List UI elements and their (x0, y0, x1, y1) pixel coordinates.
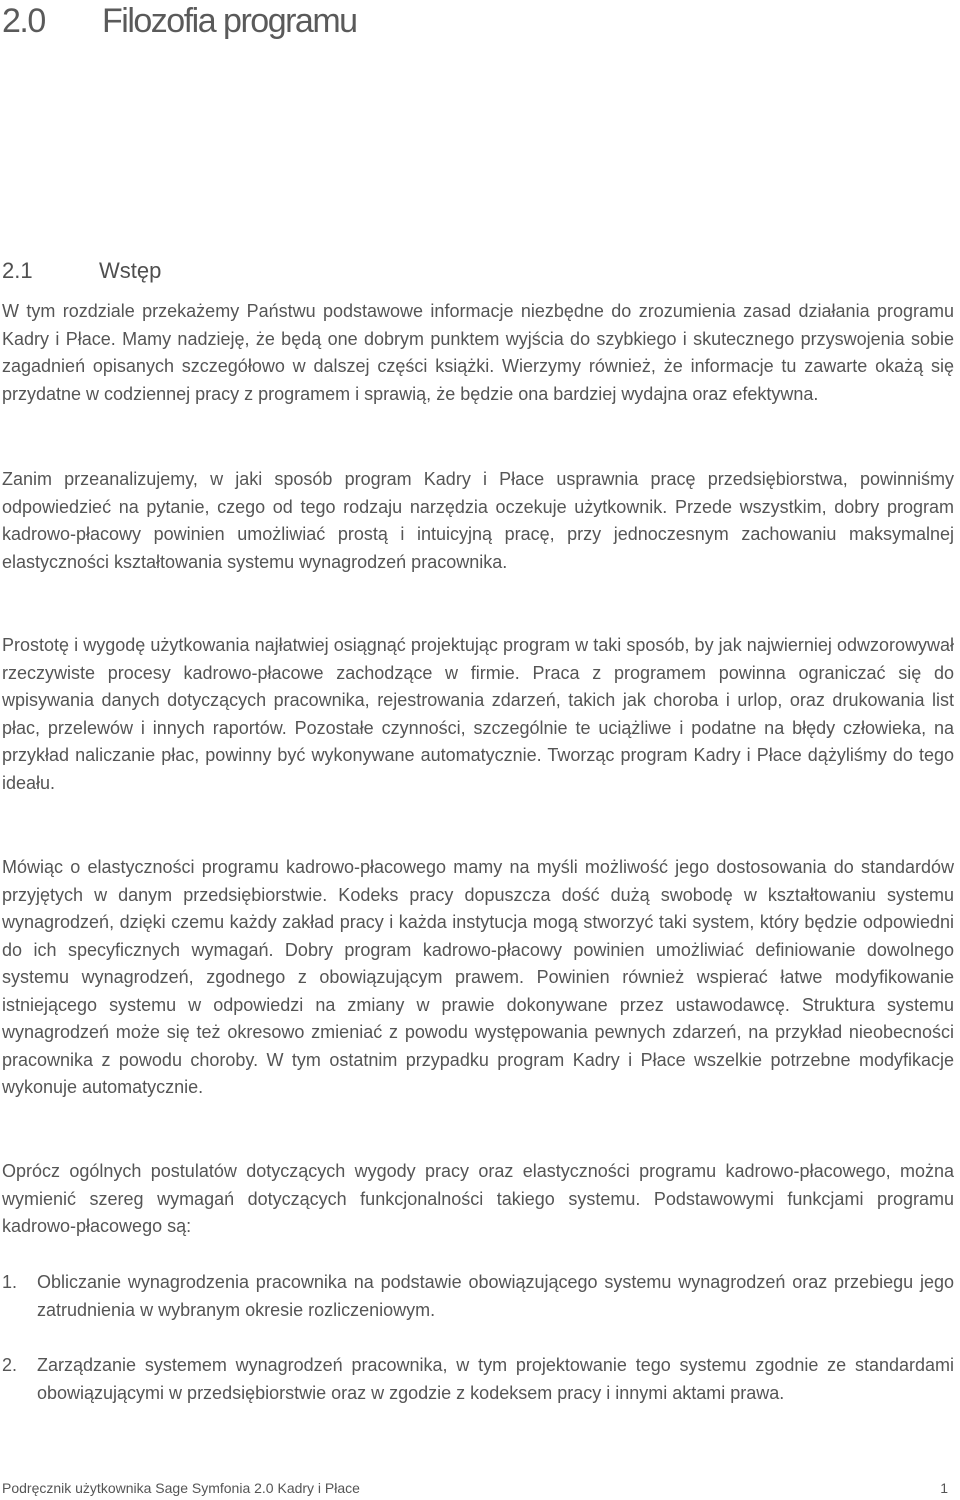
paragraph-functions: Oprócz ogólnych postulatów dotyczących wygody pracy oraz elastyczności programu kadrowo-płacowego, można wymienić szereg wymagań dotyczących funkcjonalności takiego systemu. Podstawowymi funkcjami programu kadrowo-płacowego są: (2, 1161, 954, 1236)
section-heading (2, 258, 161, 284)
list-marker: 2. (2, 1355, 18, 1375)
page-footer (2, 1480, 948, 1496)
list-item-text: Zarządzanie systemem wynagrodzeń pracownika, w tym projektowanie tego systemu zgodnie ze standardami obowiązującymi w przedsiębiorstwie oraz w zgodzie z kodeksem pracy i innymi aktami prawa. (37, 1355, 954, 1403)
footer-title: Podręcznik użytkownika Sage Symfonia 2.0 Kadry i Płace (2, 1480, 360, 1496)
paragraph-expectations: Zanim przeanalizujemy, w jaki sposób program Kadry i Płace usprawnia pracę przedsiębiorstwa, powinniśmy odpowiedzieć na pytanie, czego od tego rodzaju narzędzia oczekuje użytkownik. Przede wszystkim, dobry program kadrowo-płacowy powinien umożliwiać prostą i intuicyjną pracę, przy jednoczesnym zachowaniu maksymalnej elastyczności kształtowania systemu wynagrodzeń pracownika. (2, 469, 954, 572)
page-number: 1 (940, 1480, 948, 1496)
list-item (2, 1269, 954, 1324)
list-marker: 1. (2, 1272, 18, 1292)
list-item-text: Obliczanie wynagrodzenia pracownika na podstawie obowiązującego systemu wynagrodzeń oraz przebiegu jego zatrudnienia w wybranym okresie rozliczeniowym. (37, 1272, 954, 1320)
list-item (2, 1352, 954, 1407)
section-title-text: Wstęp (99, 258, 162, 283)
paragraph-intro: W tym rozdziale przekażemy Państwu podstawowe informacje niezbędne do zrozumienia zasad działania programu Kadry i Płace. Mamy nadzieję, że będą one dobrym punktem wyjścia do szybkiego i skutecznego przyswojenia sobie zagadnień opisanych szczegółowo w dalszej części książki. Wierzymy również, że informacje tu zawarte okażą się przydatne w codziennej pracy z programem i sprawią, że będzie ona bardziej wydajna oraz efektywna. (2, 301, 954, 404)
chapter-number: 2.0 (2, 2, 45, 40)
section-number: 2.1 (2, 258, 33, 283)
paragraph-simplicity: Prostotę i wygodę użytkowania najłatwiej osiągnąć projektując program w taki sposób, by jak najwierniej odwzorowywał rzeczywiste procesy kadrowo-płacowe zachodzące w firmie. Praca z programem powinna ograniczać się do wpisywania danych dotyczących pracownika, rejestrowania zdarzeń, takich jak choroba i urlop, oraz drukowania list płac, przelewów i innych raportów. Pozostałe czynności, szczególnie te uciążliwe i podatne na błędy człowieka, na przykład naliczanie płac, powinny być wykonywane automatycznie. Tworząc program Kadry i Płace dążyliśmy do tego ideału. (2, 635, 954, 793)
paragraph-flexibility: Mówiąc o elastyczności programu kadrowo-płacowego mamy na myśli możliwość jego dostosowania do standardów przyjętych w danym przedsiębiorstwie. Kodeks pracy dopuszcza dość dużą swobodę w kształtowaniu systemu wynagrodzeń, dzięki czemu każdy zakład pracy i każda instytucja mogą stworzyć taki system, który będzie odpowiedni do ich specyficznych wymagań. Dobry program kadrowo-płacowy powinien umożliwiać definiowanie dowolnego systemu wynagrodzeń, zgodnego z obowiązującym prawem. Powinien również wspierać łatwe modyfikowanie istniejącego systemu w odpowiedzi na zmiany w prawie dokonywane przez ustawodawcę. Struktura systemu wynagrodzeń może się też okresowo zmieniać z powodu występowania pewnych zdarzeń, na przykład nieobecności pracownika z powodu choroby. W tym ostatnim przypadku program Kadry i Płace wszelkie potrzebne modyfikacje wykonuje automatycznie. (2, 857, 954, 1097)
chapter-title-text: Filozofia programu (102, 2, 357, 40)
chapter-title (2, 2, 357, 41)
